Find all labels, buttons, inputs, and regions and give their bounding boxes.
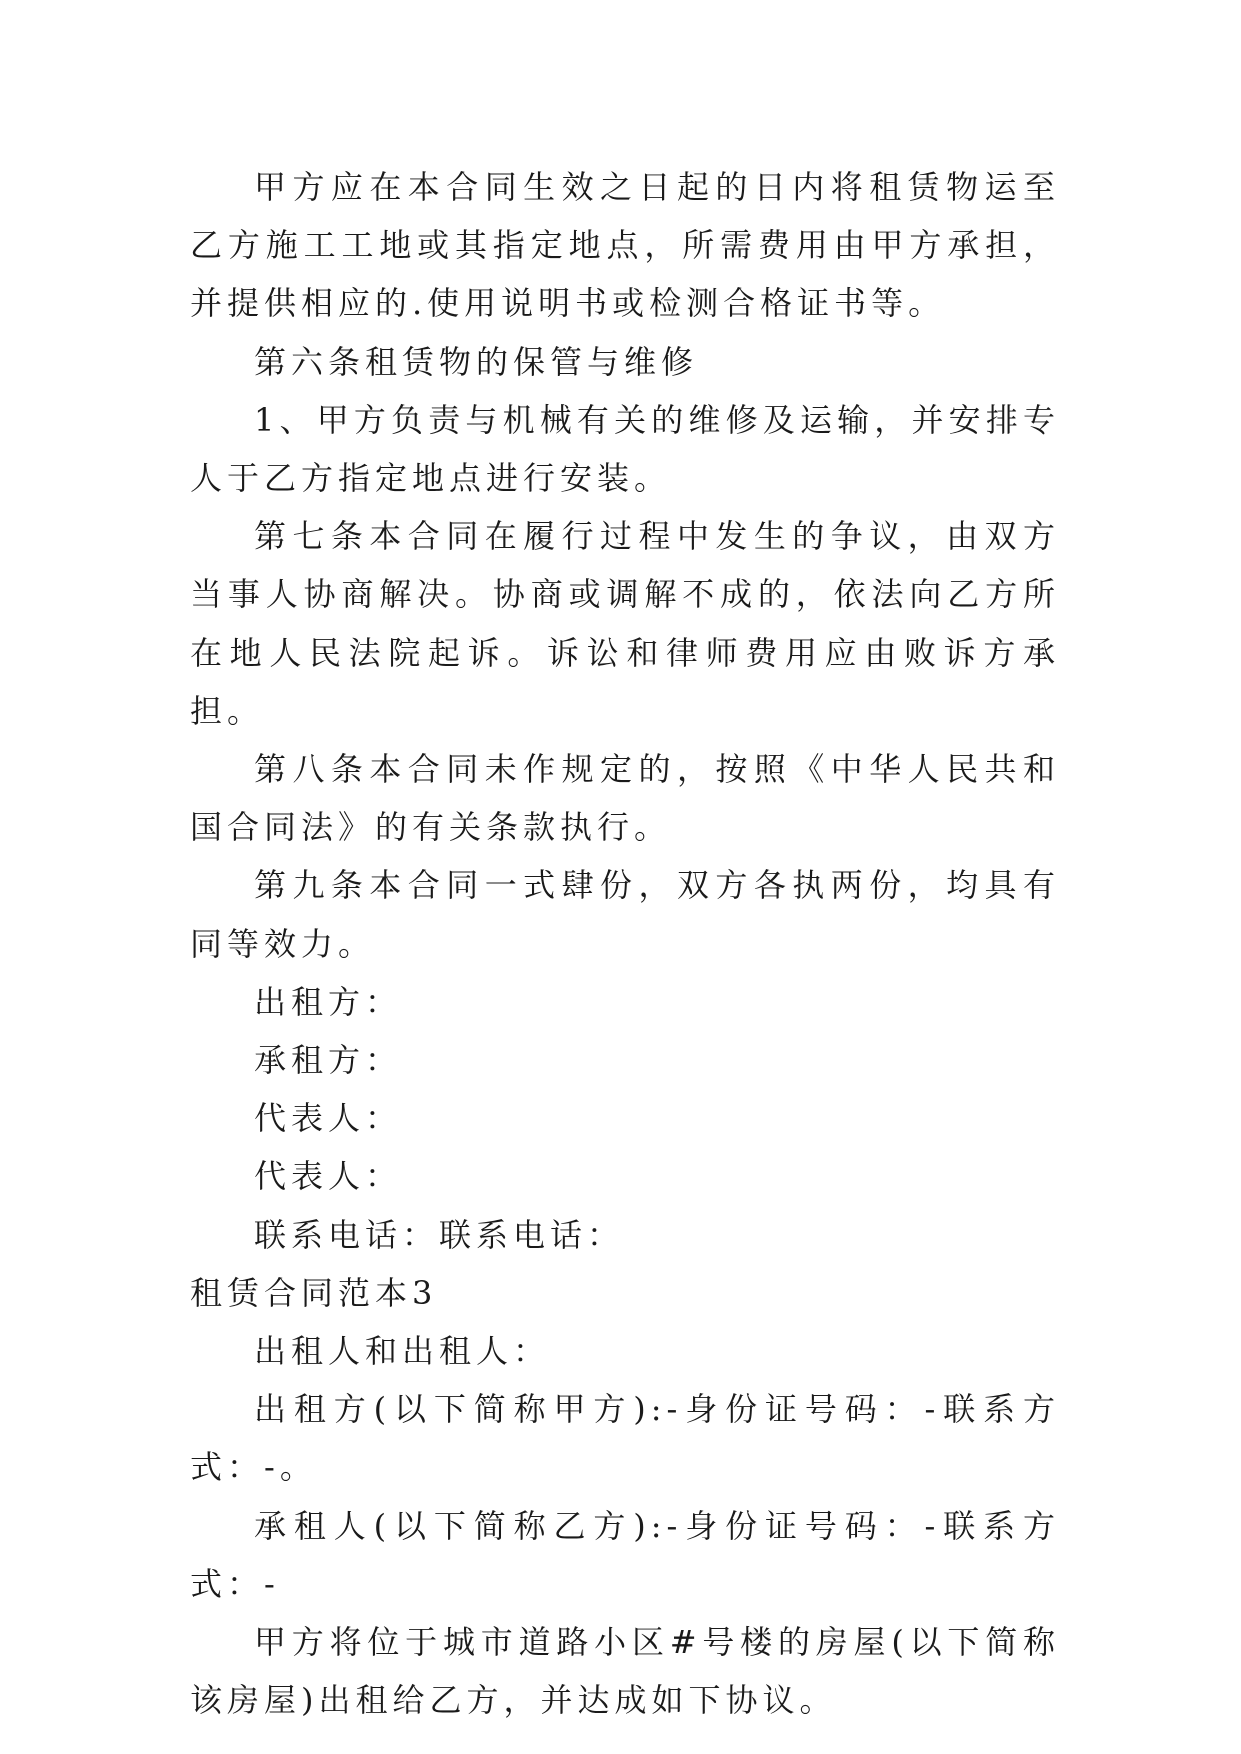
signature-lessee: 承租方： [254, 1041, 403, 1080]
heading-article-6: 第六条租赁物的保管与维修 [254, 342, 699, 381]
paragraph-article-9: 第九条本合同一式肆份，双方各执两份，均具有同等效力。 [190, 866, 1060, 963]
paragraph-party-a: 出租方(以下简称甲方):-身份证号码：-联系方式：-。 [190, 1390, 1060, 1487]
paragraph-delivery: 甲方应在本合同生效之日起的日内将租赁物运至乙方施工工地或其指定地点，所需费用由甲方承担，并提供相应的.使用说明书或检测合格证书等。 [190, 168, 1060, 323]
signature-lessor: 出租方： [254, 982, 403, 1021]
signature-representative-1: 代表人： [254, 1099, 403, 1138]
document-body [190, 158, 1060, 1729]
section-title-template-3: 租赁合同范本3 [190, 1273, 438, 1312]
paragraph-parties: 出租人和出租人： [254, 1332, 551, 1371]
paragraph-premises: 甲方将位于城市道路小区#号楼的房屋(以下简称该房屋)出租给乙方，并达成如下协议。 [190, 1623, 1060, 1720]
paragraph-maintenance: 1、甲方负责与机械有关的维修及运输，并安排专人于乙方指定地点进行安装。 [190, 400, 1060, 498]
signature-representative-2: 代表人： [254, 1157, 403, 1196]
paragraph-article-7: 第七条本合同在履行过程中发生的争议，由双方当事人协商解决。协商或调解不成的，依法向乙方所在地人民法院起诉。诉讼和律师费用应由败诉方承担。 [190, 517, 1060, 730]
signature-phones: 联系电话：联系电话： [254, 1215, 625, 1254]
paragraph-party-b: 承租人(以下简称乙方):-身份证号码：-联系方式：- [190, 1506, 1060, 1603]
paragraph-article-8: 第八条本合同未作规定的，按照《中华人民共和国合同法》的有关条款执行。 [190, 750, 1060, 847]
